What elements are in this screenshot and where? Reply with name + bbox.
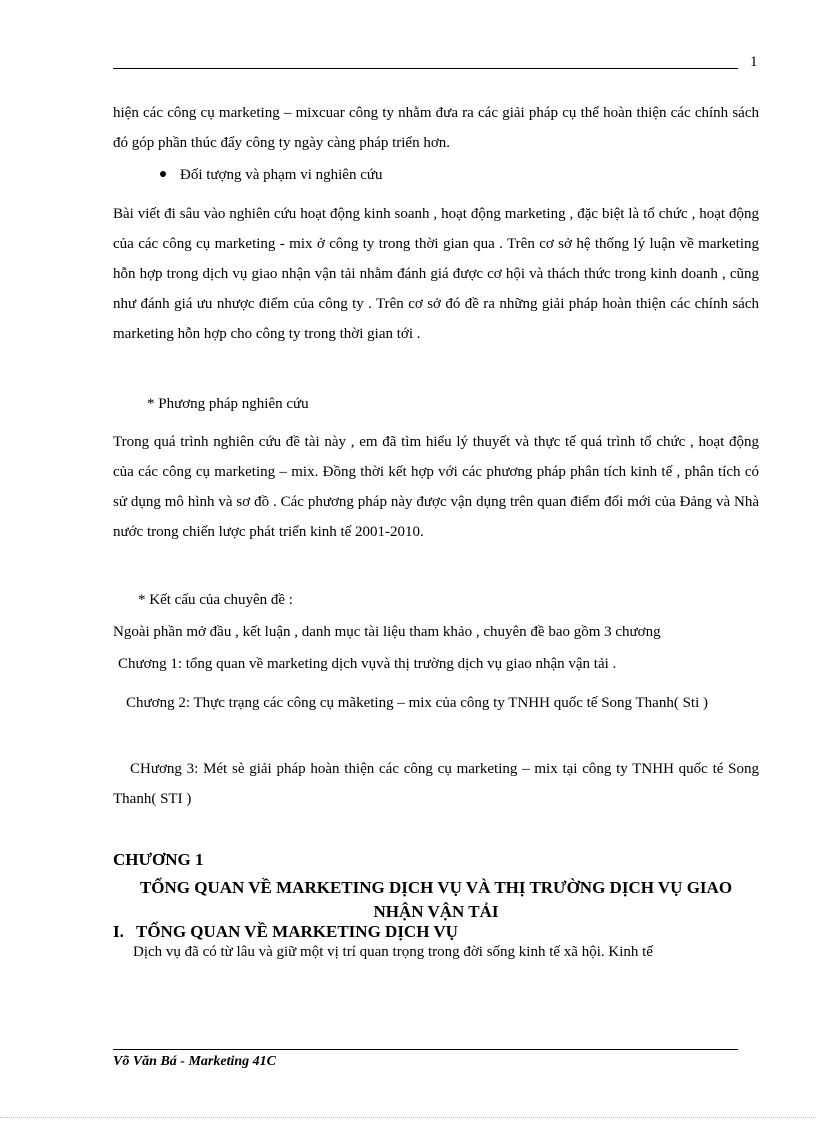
method-text: Trong quá trình nghiên cứu đề tài này , em đã tìm hiểu lý thuyết và thực tế quá trình tổ chức , hoạt động của các công cụ marketing – mix. Đồng thời kết hợp với các phương pháp phân tích kinh tế , phân tích có sử dụng mô hình và sơ đồ . Các phương pháp này được vận dụng trên quan điểm đổi mới của Đảng và Nhà nước trong chiến lược phát triển kinh tế 2001-2010. <box>113 434 759 540</box>
page-edge-divider <box>0 1117 816 1118</box>
chapter-1-summary: Chương 1: tổng quan về marketing dịch vụvà thị trường dịch vụ giao nhận vận tải . <box>118 656 617 672</box>
chapter-3-summary <box>113 754 759 814</box>
footer-rule <box>113 1049 738 1050</box>
structure-paragraph: Ngoài phần mở đầu , kết luận , danh mục tài liệu tham khảo , chuyên đề bao gồm 3 chương <box>113 624 661 640</box>
object-scope-bullet <box>160 167 383 184</box>
chapter-title: TỔNG QUAN VỀ MARKETING DỊCH VỤ VÀ THỊ TRƯỜNG DỊCH VỤ GIAO NHẬN VẬN TẢI <box>139 878 733 921</box>
section-paragraph: Dịch vụ đã có từ lâu và giữ một vị trí quan trọng trong đời sống kinh tế xã hội. Kinh tế <box>133 944 653 960</box>
chapter-label: CHƯƠNG 1 <box>113 850 204 869</box>
structure-heading: * Kết cấu của chuyên đề : <box>138 592 293 608</box>
object-scope-text: Bài viết đi sâu vào nghiên cứu hoạt động kinh soanh , hoạt động marketing , đặc biệt là tổ chức , hoạt động của các công cụ marketing - mix ở công ty trong thời gian qua . Trên cơ sở hệ thống lý luận về marketing hỗn hợp trong dịch vụ giao nhận vận tải nhằm đánh giá được cơ hội và thách thức trong kinh doanh , cũng như đánh giá ưu nhược điểm của công ty . Trên cơ sở đó đề ra những giải pháp hoàn thiện các chính sách marketing hỗn hợp cho công ty trong thời gian tới . <box>113 206 759 342</box>
object-scope-heading: Đối tượng và phạm vi nghiên cứu <box>180 167 383 183</box>
intro-text: hiện các công cụ marketing – mixcuar công ty nhằm đưa ra các giải pháp cụ thể hoàn thiện các chính sách đó góp phần thúc đẩy công ty ngày càng pháp triển hơn. <box>113 105 759 151</box>
object-scope-paragraph <box>113 199 759 349</box>
method-heading: * Phương pháp nghiên cứu <box>147 396 309 412</box>
page-number: 1 <box>750 54 758 70</box>
chapter-3-text: CHương 3: Mét sè giải pháp hoàn thiện các công cụ marketing – mix tại công ty TNHH quốc té Song Thanh( STI ) <box>113 761 759 807</box>
chapter-2-text: Chương 2: Thực trạng các công cụ mãketing – mix của công ty TNHH quốc tế Song Thanh( Sti ) <box>126 695 708 711</box>
bullet-icon <box>160 171 166 177</box>
footer-author: Võ Văn Bá - Marketing 41C <box>113 1054 276 1069</box>
section-number: I. <box>113 922 124 941</box>
method-paragraph <box>113 427 759 547</box>
section-heading <box>113 922 458 942</box>
header-rule <box>113 68 738 69</box>
intro-paragraph <box>113 98 759 158</box>
chapter-2-summary <box>113 688 759 718</box>
section-title: TỔNG QUAN VỀ MARKETING DỊCH VỤ <box>136 922 458 941</box>
